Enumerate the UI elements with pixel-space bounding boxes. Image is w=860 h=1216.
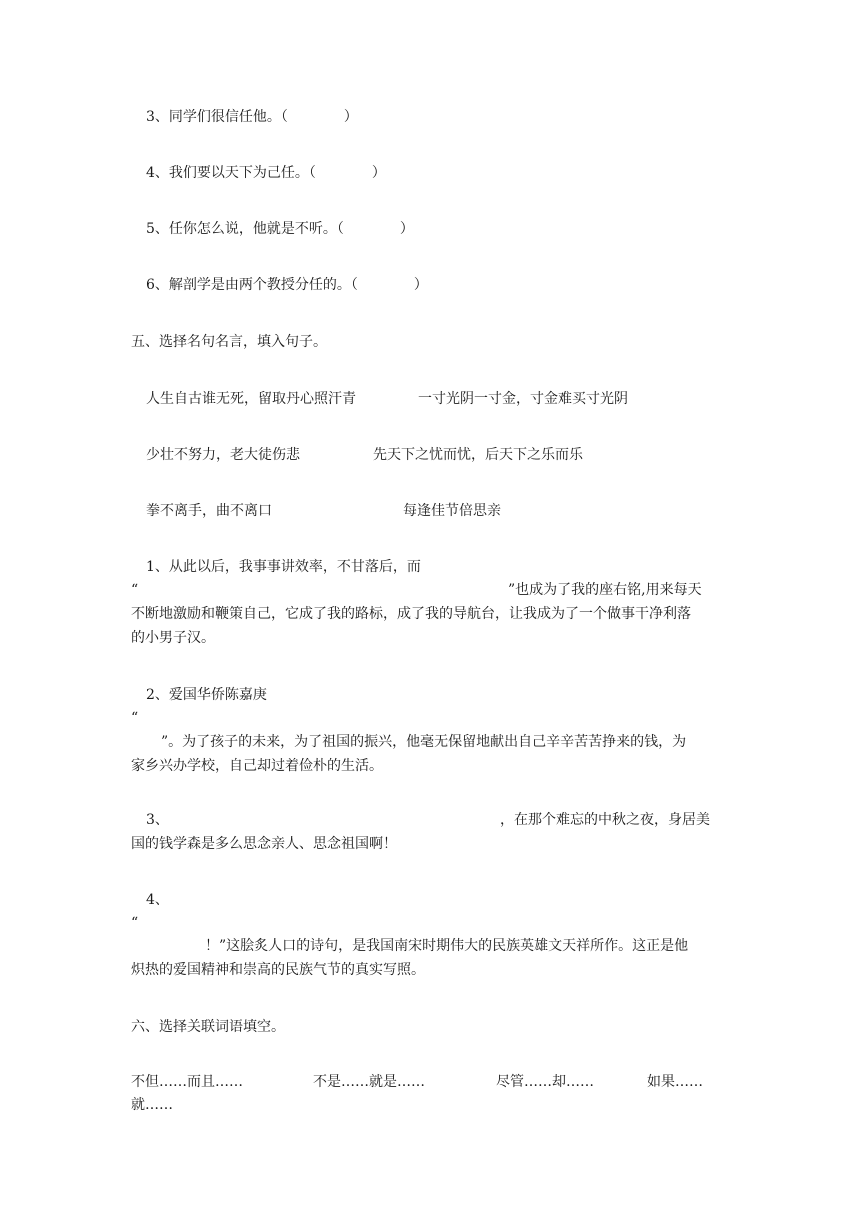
conjunction-option: 如果……	[647, 1074, 703, 1090]
q4-num: 4、	[146, 892, 169, 908]
q4-line3: ！”这脍炙人口的诗句，是我国南宋时期伟大的民族英雄文天祥所作。这正是他	[205, 938, 689, 954]
conjunction-option-wrap: 就……	[131, 1097, 173, 1113]
conjunction-option: 不但……而且……	[131, 1074, 243, 1090]
q3-line1: ，在那个难忘的中秋之夜，身居美	[500, 812, 710, 828]
quote-option: 每逢佳节倍思亲	[403, 503, 501, 519]
item-4-5: 5、任你怎么说，他就是不听。（ ）	[146, 221, 414, 237]
conjunction-option: 尽管……却……	[496, 1074, 594, 1090]
q3-line2: 国的钱学森是多么思念亲人、思念祖国啊！	[131, 836, 397, 852]
quote-option: 拳不离手，曲不离口	[146, 503, 272, 519]
quote-option: 少壮不努力，老大徒伤悲	[146, 447, 300, 463]
quote-option: 先天下之忧而忧，后天下之乐而乐	[373, 447, 583, 463]
q4-line4: 炽热的爱国精神和崇高的民族气节的真实写照。	[131, 962, 425, 978]
item-4-4: 4、我们要以天下为己任。（ ）	[146, 165, 386, 181]
q2-line1: 2、爱国华侨陈嘉庚	[146, 687, 267, 703]
conjunction-option: 不是……就是……	[313, 1074, 425, 1090]
item-4-3: 3、同学们很信任他。（ ）	[146, 109, 358, 125]
q2-open-quote: “	[131, 710, 139, 726]
quote-option: 一寸光阴一寸金，寸金难买寸光阴	[418, 391, 628, 407]
q1-line4: 的小男子汉。	[131, 630, 215, 646]
q3-num: 3、	[146, 812, 169, 828]
q1-line2: ”也成为了我的座右铭,用来每天	[508, 582, 702, 598]
item-4-6: 6、解剖学是由两个教授分任的。（ ）	[146, 277, 428, 293]
q2-line4: 家乡兴办学校，自己却过着俭朴的生活。	[131, 758, 383, 774]
q1-line3: 不断地激励和鞭策自己，它成了我的路标，成了我的导航台，让我成为了一个做事干净利落	[131, 606, 691, 622]
q1-open-quote: “	[131, 582, 139, 598]
section5-heading: 五、选择名句名言，填入句子。	[131, 334, 327, 350]
q1-line1: 1、从此以后，我事事讲效率，不甘落后，而	[146, 559, 421, 575]
section6-heading: 六、选择关联词语填空。	[131, 1019, 285, 1035]
quote-option: 人生自古谁无死，留取丹心照汗青	[146, 391, 356, 407]
q4-open-quote: “	[131, 915, 139, 931]
q2-line3: ”。为了孩子的未来，为了祖国的振兴，他毫无保留地献出自己辛辛苦苦挣来的钱，为	[161, 734, 687, 750]
